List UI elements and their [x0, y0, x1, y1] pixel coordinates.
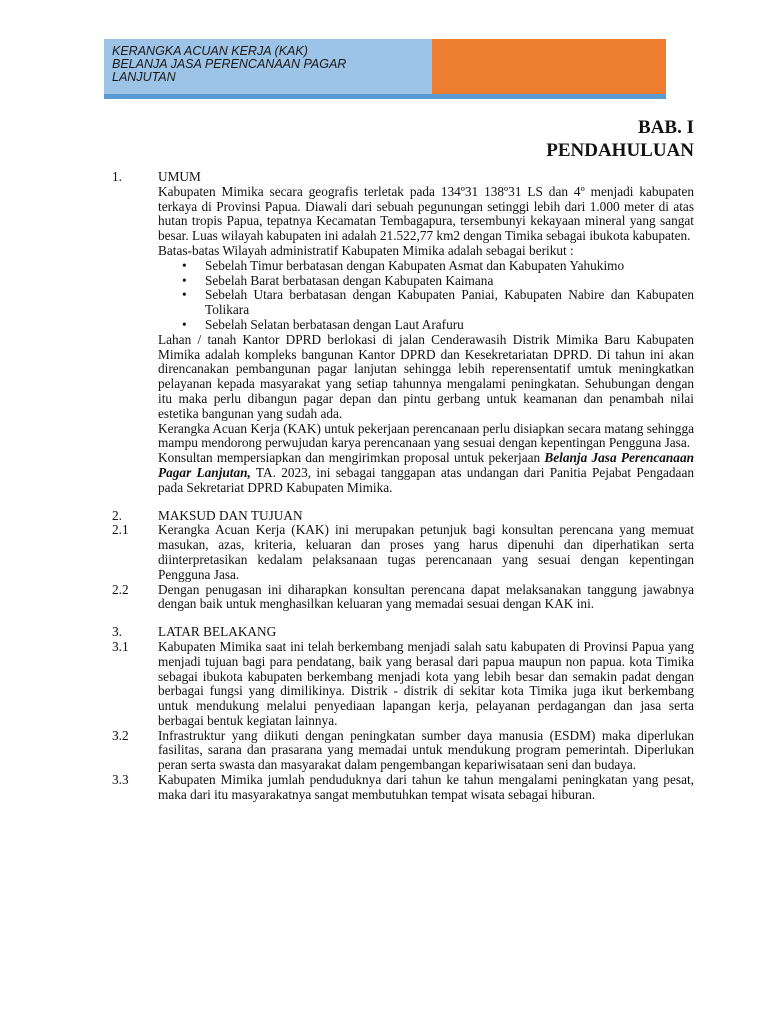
subsection-3-2 — [112, 729, 694, 773]
section-heading: UMUM — [158, 169, 201, 184]
header-title — [112, 45, 412, 84]
header-orange-panel — [432, 39, 666, 94]
chapter-number: BAB. I — [638, 117, 694, 138]
bullet-icon: • — [182, 257, 187, 273]
boundary-list — [158, 259, 694, 333]
list-item: • Sebelah Timur berbatasan dengan Kabupaten Asmat dan Kabupaten Yahukimo — [158, 259, 694, 274]
paragraph: Konsultan mempersiapkan dan mengirimkan proposal untuk pekerjaan Belanja Jasa Perencanaan Pagar Lanjutan, TA. 2023, ini sebagai tanggapan atas undangan dari Panitia Pejabat Pengadaan pada Sekretariat DPRD Kabupaten Mimika. — [158, 450, 694, 495]
subsection-number: 3.3 — [112, 772, 129, 788]
paragraph: Kabupaten Mimika saat ini telah berkembang menjadi salah satu kabupaten di Provinsi Papua yang menjadi tujuan bagi para pendatang, baik yang berasal dari papua maupun non papua. kota Timika sebagai ibukota kabupaten berkembang menjadi kota yang lebih besar dan semakin padat dengan berbagai fungsi yang dimilikinya. Distrik - distrik di sekitar kota Timika juga ikut berkembang untuk mendukung melalui penyediaan lapangan kerja, pelayanan perdagangan dan jasa serta berbagai bentuk kegiatan lainnya. — [158, 638, 694, 728]
list-item: • Sebelah Utara berbatasan dengan Kabupaten Paniai, Kabupaten Nabire dan Kabupaten Tolikara — [158, 288, 694, 318]
subsection-number: 3.2 — [112, 727, 129, 743]
paragraph: Kabupaten Mimika jumlah penduduknya dari tahun ke tahun mengalami peningkatan yang pesat, maka dari itu masyarakatnya sangat membutuhkan tempat wisata sebagai hiburan. — [158, 772, 694, 802]
subsection-2-1 — [112, 523, 694, 582]
subsection-3-1 — [112, 640, 694, 729]
subsection-2-2 — [112, 583, 694, 613]
chapter-heading — [546, 116, 694, 162]
paragraph: Kerangka Acuan Kerja (KAK) untuk pekerjaan perencanaan perlu disiapkan secara matang sehingga mampu mendorong perwujudan karya perencanaan yang sesuai dengan kepentingan Pengguna Jasa. — [158, 420, 694, 451]
document-body — [112, 170, 694, 803]
header-line-3: LANJUTAN — [112, 70, 176, 84]
paragraph: Infrastruktur yang diikuti dengan peningkatan sumber daya manusia (ESDM) maka diperlukan fasilitas, sarana dan prasarana yang memadai untuk mendukung program pemerintah. Diperlukan peran serta swasta dan masyarakat dalam pengembangan kepariwisataan seni dan budaya. — [158, 727, 694, 773]
section-latar-belakang — [112, 625, 694, 640]
paragraph: Lahan / tanah Kantor DPRD berlokasi di jalan Cenderawasih Distrik Mimika Baru Kabupaten Mimika adalah kompleks bangunan Kantor DPRD dan Kesekretariatan DPRD. Di tahun ini akan direncanakan pembangunan pagar lanjutan sehingga lebih reperensentatif umtuk meningkatkan pelayanan kepada masyarakat yang setiap tahunnya mengalami peningkatan. Sehubungan dengan itu maka perlu dibangun pagar depan dan pintu gerbang untuk keamanan dan penambah nilai estetika bangunan yang sudah ada. — [158, 331, 694, 421]
subsection-number: 2.2 — [112, 581, 129, 597]
bullet-icon: • — [182, 272, 187, 288]
section-number: 3. — [112, 624, 122, 640]
subsection-3-3 — [112, 773, 694, 803]
chapter-title: PENDAHULUAN — [546, 140, 694, 161]
paragraph: Kerangka Acuan Kerja (KAK) ini merupakan petunjuk bagi konsultan perencana yang memuat masukan, azas, kriteria, keluaran dan proses yang harus dipenuhi dan diperhatikan serta diinterpretasikan kedalam pelaksanaan tugas perencanaan yang sesuai dengan kepentingan Pengguna Jasa. — [158, 522, 694, 582]
emphasized-project-name: Belanja Jasa Perencanaan Pagar Lanjutan, — [158, 450, 694, 480]
list-item: • Sebelah Selatan berbatasan dengan Laut Arafuru — [158, 318, 694, 333]
section-number: 1. — [112, 169, 122, 184]
subsection-number: 2.1 — [112, 522, 129, 538]
paragraph: Dengan penugasan ini diharapkan konsultan perencana dapat melaksanakan tanggung jawabnya dengan baik untuk menghasilkan keluaran yang memadai sesuai dengan KAK ini. — [158, 581, 694, 612]
section-umum — [112, 170, 694, 496]
section-heading: LATAR BELAKANG — [158, 624, 277, 640]
paragraph: Batas-batas Wilayah administratif Kabupaten Mimika adalah sebagai berikut : — [158, 242, 574, 258]
header-line-2: BELANJA JASA PERENCANAAN PAGAR — [112, 57, 347, 71]
section-maksud-tujuan — [112, 509, 694, 524]
subsection-number: 3.1 — [112, 638, 129, 654]
bullet-icon: • — [182, 316, 187, 332]
section-heading: MAKSUD DAN TUJUAN — [158, 507, 303, 523]
list-item: • Sebelah Barat berbatasan dengan Kabupaten Kaimana — [158, 274, 694, 289]
section-number: 2. — [112, 507, 122, 523]
header-line-1: KERANGKA ACUAN KERJA (KAK) — [112, 44, 308, 58]
bullet-icon: • — [182, 287, 187, 303]
document-header — [104, 39, 666, 99]
paragraph: Kabupaten Mimika secara geografis terletak pada 134º31 138º31 LS dan 4º menjadi kabupaten terkaya di Provinsi Papua. Diawali dari sebuah pegunungan setinggi lebih dari 1.000 meter di atas hutan tropis Papua, tepatnya Kecamatan Tembagapura, tersembunyi kekayaan mineral yang sangat besar. Luas wilayah kabupaten ini adalah 21.522,77 km2 dengan Timika sebagai ibukota kabupaten. — [158, 183, 694, 244]
header-rule — [104, 94, 666, 99]
